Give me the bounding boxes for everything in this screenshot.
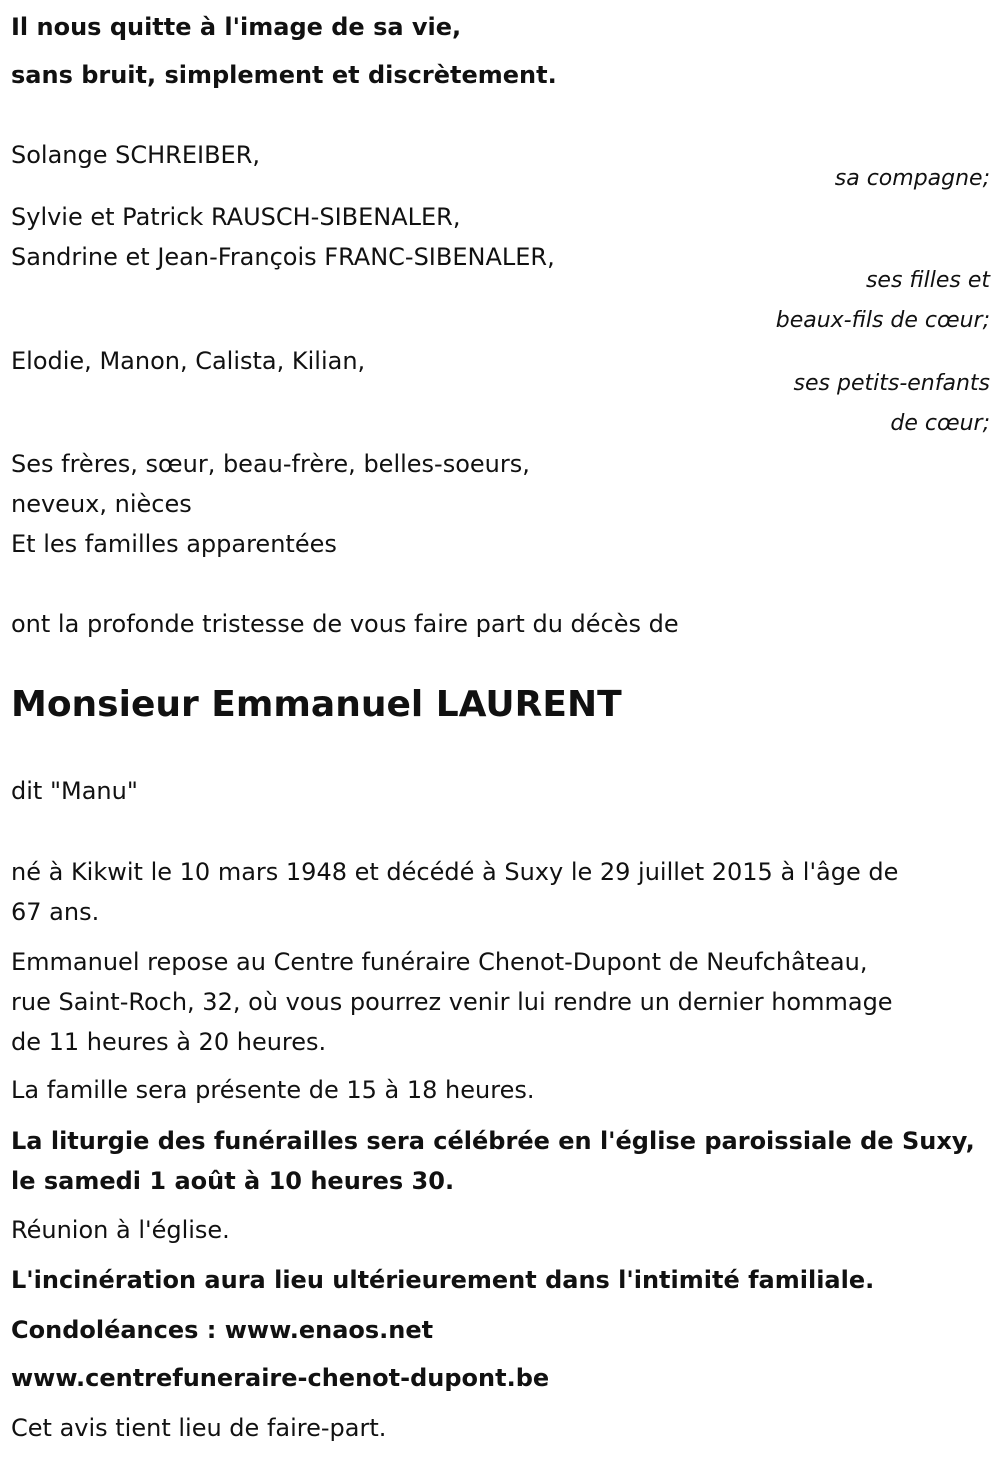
other-family-1: Ses frères, sœur, beau-frère, belles-soeurs, [11, 450, 530, 478]
other-family-3: Et les familles apparentées [11, 530, 337, 558]
birth-death-line-1: né à Kikwit le 10 mars 1948 et décédé à Suxy le 29 juillet 2015 à l'âge de [11, 858, 899, 886]
condolences-link: Condoléances : www.enaos.net [11, 1316, 434, 1344]
daughter-2: Sandrine et Jean-François FRANC-SIBENALER, [11, 243, 555, 271]
deceased-name: Monsieur Emmanuel LAURENT [11, 684, 622, 725]
other-family-2: neveux, nièces [11, 490, 192, 518]
birth-death-line-2: 67 ans. [11, 898, 100, 926]
companion-role: sa compagne; [834, 166, 990, 191]
deceased-nickname: dit "Manu" [11, 777, 138, 805]
grandchildren-role-2: de cœur; [890, 411, 990, 436]
intro-line-2: sans bruit, simplement et discrètement. [11, 61, 557, 89]
incineration-note: L'incinération aura lieu ultérieurement dans l'intimité familiale. [11, 1266, 875, 1294]
family-presence: La famille sera présente de 15 à 18 heures. [11, 1076, 535, 1104]
repose-line-3: de 11 heures à 20 heures. [11, 1028, 327, 1056]
liturgy-line-2: le samedi 1 août à 10 heures 30. [11, 1167, 455, 1195]
announcement: ont la profonde tristesse de vous faire part du décès de [11, 610, 679, 638]
daughters-role-1: ses filles et [865, 268, 990, 293]
daughter-1: Sylvie et Patrick RAUSCH-SIBENALER, [11, 203, 461, 231]
companion-name: Solange SCHREIBER, [11, 141, 261, 169]
grandchildren-names: Elodie, Manon, Calista, Kilian, [11, 347, 366, 375]
grandchildren-role-1: ses petits-enfants [793, 371, 990, 396]
repose-line-2: rue Saint-Roch, 32, où vous pourrez venir lui rendre un dernier hommage [11, 988, 893, 1016]
liturgy-line-1: La liturgie des funérailles sera célébrée en l'église paroissiale de Suxy, [11, 1127, 975, 1155]
repose-line-1: Emmanuel repose au Centre funéraire Chenot-Dupont de Neufchâteau, [11, 948, 868, 976]
meeting-place: Réunion à l'église. [11, 1216, 230, 1244]
funeral-home-website: www.centrefuneraire-chenot-dupont.be [11, 1364, 550, 1392]
daughters-role-2: beaux-fils de cœur; [775, 308, 990, 333]
closing-note: Cet avis tient lieu de faire-part. [11, 1414, 387, 1442]
intro-line-1: Il nous quitte à l'image de sa vie, [11, 13, 462, 41]
